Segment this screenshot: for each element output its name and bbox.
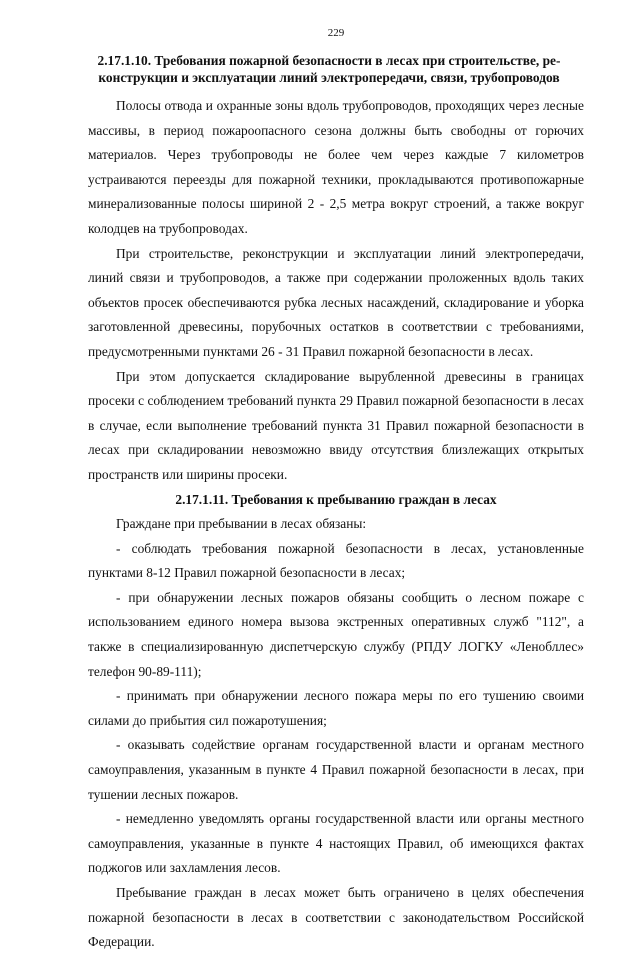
page-number: 229 [327,27,345,39]
list-item: - соблюдать требования пожарной безопасности в лесах, установленные пунктами 8-12 Правил пожарной безопасности в лесах; [88,540,584,581]
list-item: - при обнаружении лесных пожаров обязаны сообщить о лесном пожаре с использованием единого номера вызова экстренных оперативных служб "112", а также в специализированную диспетчерскую службу (РПДУ ЛОГКУ «Ленобллес» телефон 90-89-111); [88,589,584,679]
section-heading-fire-safety-lines: 2.17.1.10. Требования пожарной безопасности в лесах при строительстве, реконструкции и эксплуатации линий электропередачи, связи, трубопроводов [97,53,561,85]
list-item: - немедленно уведомлять органы государственной власти или органы местного самоуправления, указанные в пункте 4 настоящих Правил, об имеющихся фактах поджогов или захламления лесов. [88,811,584,876]
paragraph: Пребывание граждан в лесах может быть ограничено в целях обеспечения пожарной безопасности в лесах в соответствии с законодательством Российской Федерации. [88,885,584,950]
paragraph: Граждане при пребывании в лесах обязаны: [116,516,367,532]
section-heading-citizens-in-forests: 2.17.1.11. Требования к пребыванию граждан в лесах [175,491,497,507]
paragraph: При этом допускается складирование вырубленной древесины в границах просеки с соблюдением требований пункта 29 Правил пожарной безопасности в лесах в случае, если выполнение требований пункта 31 Правил пожарной безопасности в лесах при складировании невозможно ввиду отсутствия близлежащих открытых пространств или ширины просеки. [88,368,584,482]
list-item: - принимать при обнаружении лесного пожара меры по его тушению своими силами до прибытия сил пожаротушения; [88,688,584,728]
paragraph: Полосы отвода и охранные зоны вдоль трубопроводов, проходящих через лесные массивы, в период пожароопасного сезона должны быть свободны от горючих материалов. Через трубопроводы не более чем через каждые 7 километров устраиваются переезды для пожарной техники, прокладываются противопожарные минерализованные полосы шириной 2 - 2,5 метра вокруг строений, а также вокруг колодцев на трубопроводах. [88,98,584,236]
paragraph: При строительстве, реконструкции и эксплуатации линий электропередачи, линий связи и трубопроводов, а также при содержании проложенных вдоль таких объектов просек обеспечиваются рубка лесных насаждений, складирование и уборка заготовленной древесины, порубочных остатков в соответствии с требованиями, предусмотренными пунктами 26 - 31 Правил пожарной безопасности в лесах. [88,245,584,359]
list-item: - оказывать содействие органам государственной власти и органам местного самоуправления, указанным в пункте 4 Правил пожарной безопасности в лесах, при тушении лесных пожаров. [88,737,584,802]
